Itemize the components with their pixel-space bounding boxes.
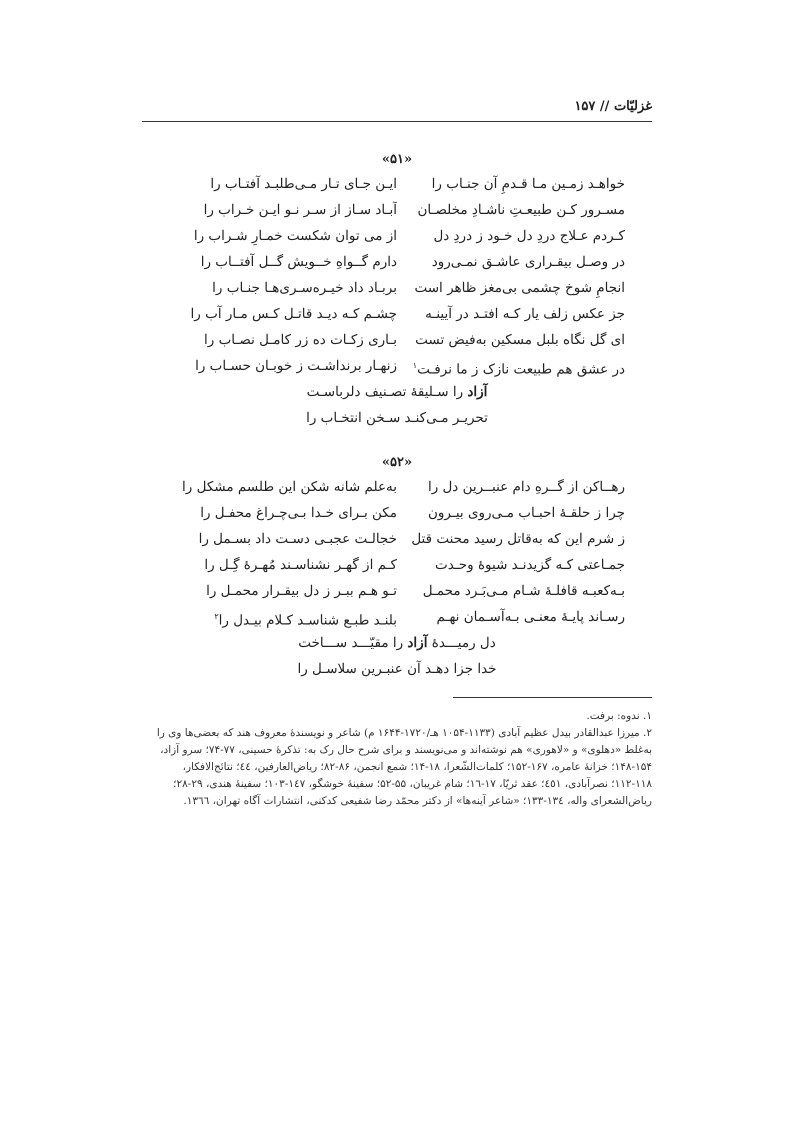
hemistich-first: چرا ز حلقـهٔ احبـاب مـی‌روی بیـرون [427,505,625,521]
footnote-marker: ۱ [412,361,418,370]
couplet [142,353,652,379]
couplet [142,197,652,223]
hemistich-first: بـه‌کعبـه قافلـهٔ شـام مـی‌بَـرد محمـل [422,583,625,599]
poet-name: آزاد [467,384,488,400]
footnote: ۱. ندوه: برفت. [586,710,652,722]
hemistich-second: زنهـار برنداشـت ز خوبـان حسـاب را [195,358,397,374]
couplet [142,474,652,500]
couplet [142,604,652,630]
hemistich-second: بـاری زکـات ده زر کامـل نصـاب را [204,332,397,348]
ghazal-title: «۵۱» [381,152,413,167]
hemistich-first: مسـرور کـن طبیعـتِ ناشـادِ مخلصـان [417,202,625,218]
footnote-divider [453,697,652,698]
hemistich-second: آبـاد سـاز از سـر نـو ایـن خـراب را [203,202,397,218]
poet-name: آزاد [407,635,428,651]
hemistich-first [395,353,625,383]
hemistich-second: از می توان شکست خمـارِ شـراب را [193,228,397,244]
couplet [142,526,652,552]
hemistich-first: خواهـد زمـین مـا قـدمِ آن جنـاب را [431,176,625,192]
hemistich-first: ای گل نگاه بلبل مسکین به‌فیض تست [415,332,625,348]
hemistich-second: کـم از گهـر نشناسـند مُهـرهٔ گِـل را [204,557,397,573]
running-title: غزلیّات // ۱۵۷ [574,99,652,114]
hemistich-first: جمـاعتی کـه گزیدنـد شیوهٔ وحـدت [435,557,625,573]
couplet [142,552,652,578]
couplet [142,578,652,604]
hemistich-second: به‌علم شانه شکن این طلسم مشکل را [182,479,397,495]
page-header [142,97,652,122]
couplet [142,249,652,275]
couplet [142,171,652,197]
hemistich-second: چشـم کـه دیـد قاتـل کـس مـار آب را [190,306,397,322]
couplet [142,301,652,327]
couplet [142,223,652,249]
ghazal-51 [142,149,652,431]
hemistich-first: در وصـل بیقـراری عاشـق نمـی‌رود [431,254,625,270]
hemistich-second: بربـاد داد خیـره‌سـری‌هـا جنـاب را [212,280,397,296]
closing-line [202,379,592,405]
hemistich-second [167,604,397,634]
closing-line: خدا جزا دهـد آن عنبـرین سلاسـل را [297,661,497,677]
closing-text: دل رمیـــدهٔ [427,635,496,651]
hemistich-second: دارم گــواهِ خــویش گــل آفتــاب را [200,254,397,270]
hemistich-text: بلنـد طبـع شناسـد کـلام بیـدل را [218,612,397,629]
closing-text: را سـلیقهٔ تصـنیف دلرباسـت [306,384,468,400]
hemistich-second: مکن بـرای خـدا بـی‌چـراغ محفـل را [200,505,397,521]
couplet [142,500,652,526]
couplet [142,275,652,301]
closing-line: تحریـر مـی‌کنـد سـخن انتخـاب را [306,410,488,426]
ghazal-52 [142,452,652,682]
hemistich-first: انجامِ شوخ چشمی بی‌مغز ظاهر است [414,280,625,296]
footnote: ۲. میرزا عبدالقادر بیدل عظیم آبادی (۱۱۳۳-۱۰۵۴ هـ/۱۷۲۰-۱۶۴۴ م) شاعر و نویسندهٔ معروف هند که بعضی‌ها وی را به‌غلط «دهلوی» و «لاهوری» هم نوشته‌اند و می‌نویسند و برای شرح حال رک به: تذکرهٔ حسینی، ۷۷-۷۴؛ سرو آزاد، ۱۵۴-۱۴۸؛ خزانهٔ عامره، ۱۶۷-۱۵۲؛ کلمات‌الشّعرا، ۱۸-۱۴؛ شمع انجمن، ۸۶-۸۲؛ ریاض‌العارفین، ٤٤؛ نتائج‌الافکار، ۱۱۸-۱۱۲؛ نصرآبادی، ٤٥۱؛ عقد ثریّا، ۱۷-۱٦؛ شام غریبان، ۵۵-۵۲؛ سفینهٔ خوشگو، ۱٤۷-۱۰۳؛ سفینهٔ هندی، ۲۹-۲۸؛ ریاض‌الشعرای واله، ۱۳٤-۱۳۳؛ «شاعر آینه‌ها» از دکتر محمّد رضا شفیعی کدکنی، انتشارات آگاه تهران، ۱۳٦٦. [156,727,652,807]
ghazal-title: «۵۲» [381,455,413,470]
hemistich-first: ز شرم این که به‌قاتل رسید محنت قتل [411,531,625,547]
hemistich-first: رسـاند پایـهٔ معنـی بـه‌آسـمان نهـم [436,609,625,625]
hemistich-text: در عشق هم طبیعت نازک ز ما نرفـت [417,361,625,378]
hemistich-second: تـو هـم ببـر ز دل بیقـرار محمـل را [206,583,397,599]
closing-line [202,630,592,656]
hemistich-second: ایـن جـای تـار مـی‌طلبـد آفتـاب را [210,176,397,192]
hemistich-first: کـردم عـلاج دردِ دل خـود ز دردِ دل [433,228,625,244]
hemistich-first: جز عکس زلف یار کـه افتـد در آیینـه [425,306,625,322]
footnotes [142,708,652,810]
footnote-marker: ۲ [214,612,219,621]
couplet [142,327,652,353]
closing-text: را مقیّـــد ســـاخت [298,635,408,651]
hemistich-first: رهــاکن از گــرهِ دام عنبــرین دل را [427,479,625,495]
hemistich-second: خجالـت عجبـی دسـت داد بسـمل را [198,531,397,547]
